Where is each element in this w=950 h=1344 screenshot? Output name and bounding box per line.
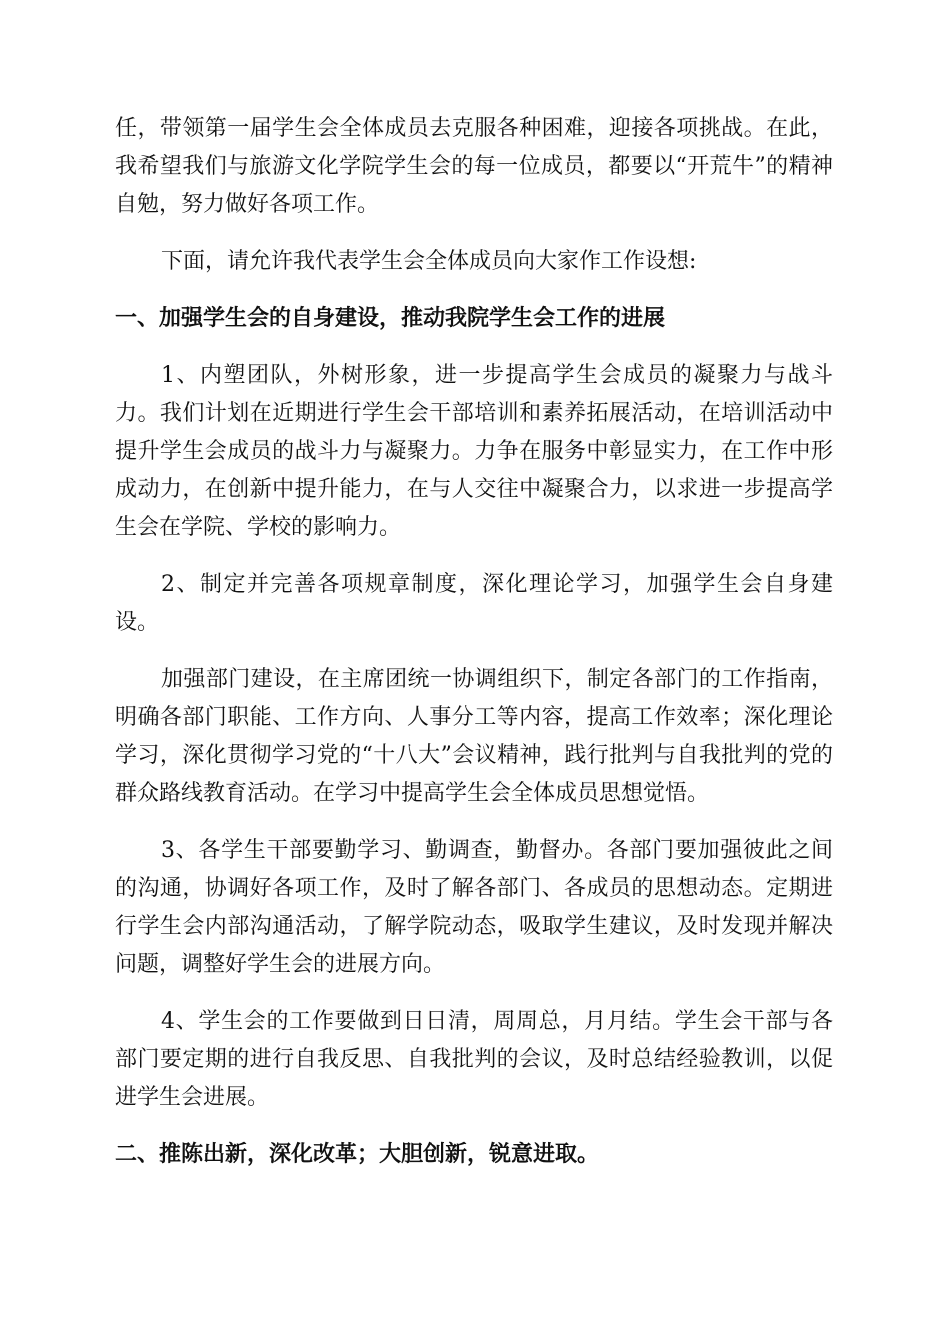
section-heading-2: 二、推陈出新，深化改革；大胆创新，锐意进取。 <box>115 1142 600 1167</box>
paragraph-item-4: 4、学生会的工作要做到日日清，周周总，月月结。学生会干部与各部门要定期的进行自我反思、自我批判的会议，及时总结经验教训，以促进学生会进展。 <box>115 1009 833 1110</box>
section-heading-1: 一、加强学生会的自身建设，推动我院学生会工作的进展 <box>115 306 666 331</box>
paragraph-item-2: 2、制定并完善各项规章制度，深化理论学习，加强学生会自身建设。 <box>115 572 833 635</box>
paragraph-item-2-detail: 加强部门建设，在主席团统一协调组织下，制定各部门的工作指南，明确各部门职能、工作方向、人事分工等内容，提高工作效率；深化理论学习，深化贯彻学习党的“十八大”会议精神，践行批判与自我批判的党的群众路线教育活动。在学习中提高学生会全体成员思想觉悟。 <box>115 667 833 806</box>
paragraph-item-3: 3、各学生干部要勤学习、勤调查，勤督办。各部门要加强彼此之间的沟通，协调好各项工作，及时了解各部门、各成员的思想动态。定期进行学生会内部沟通活动，了解学院动态，吸取学生建议，及时发现并解决问题，调整好学生会的进展方向。 <box>115 838 833 977</box>
paragraph-continuation: 任，带领第一届学生会全体成员去克服各种困难，迎接各项挑战。在此，我希望我们与旅游文化学院学生会的每一位成员，都要以“开荒牛”的精神自勉，努力做好各项工作。 <box>115 116 833 217</box>
paragraph-intro: 下面，请允许我代表学生会全体成员向大家作工作设想: <box>161 249 697 274</box>
paragraph-item-1: 1、内塑团队，外树形象，进一步提高学生会成员的凝聚力与战斗力。我们计划在近期进行学生会干部培训和素养拓展活动，在培训活动中提升学生会成员的战斗力与凝聚力。力争在服务中彰显实力，在工作中形成动力，在创新中提升能力，在与人交往中凝聚合力，以求进一步提高学生会在学院、学校的影响力。 <box>115 363 833 540</box>
document-page <box>115 110 833 1193</box>
